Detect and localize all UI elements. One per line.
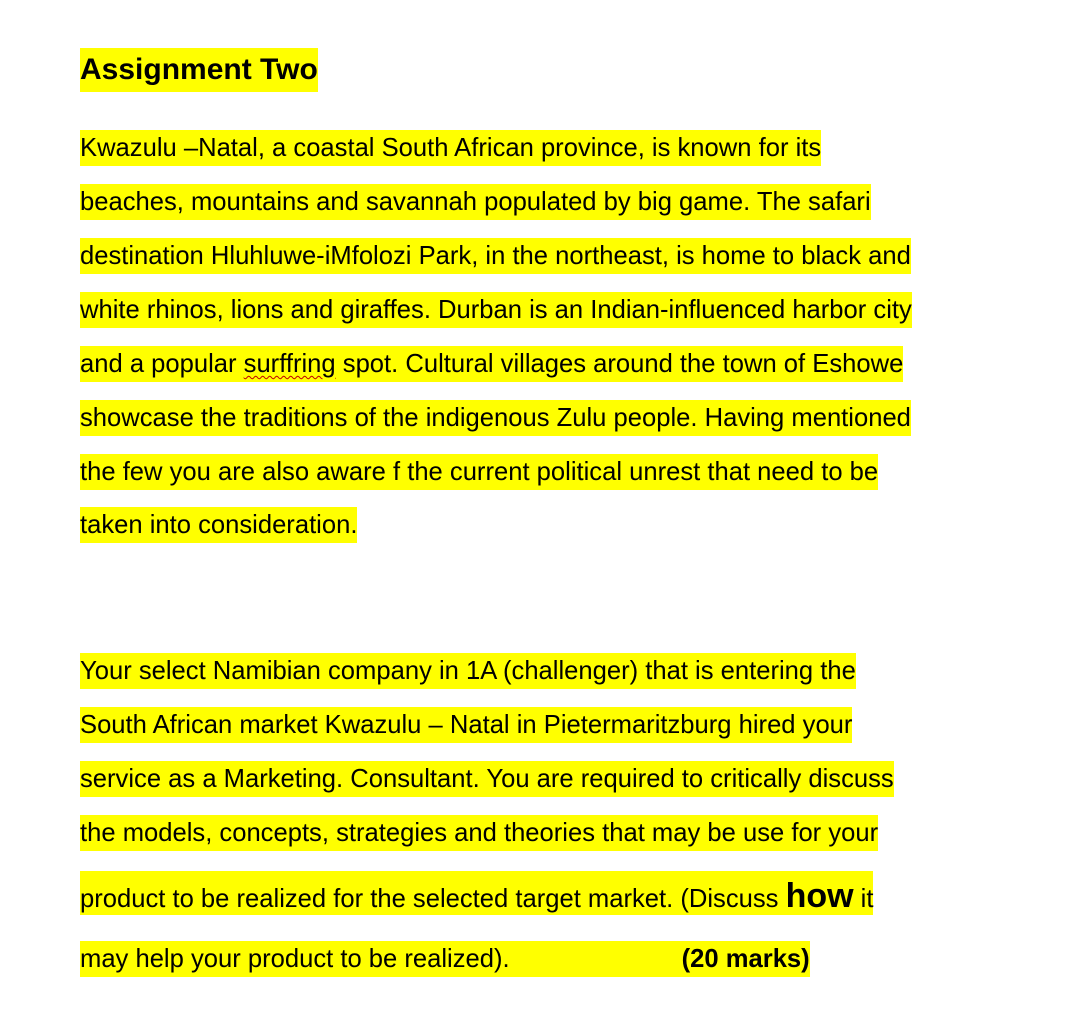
paragraph1-line5 <box>80 346 903 382</box>
marks-label: (20 marks) <box>681 945 810 973</box>
misspelled-word[interactable]: surffring <box>243 350 336 378</box>
paragraph2-line6 <box>80 941 810 977</box>
paragraph2-line4: the models, concepts, strategies and theories that may be use for your <box>80 815 878 851</box>
line5-text-after: spot. Cultural villages around the town of Eshowe <box>335 350 904 378</box>
paragraph2-line5 <box>80 871 873 915</box>
emphasis-how: how <box>785 877 854 915</box>
line5-text-before: product to be realized for the selected target market. (Discuss <box>80 885 786 913</box>
paragraph1-line6: showcase the traditions of the indigenous Zulu people. Having mentioned <box>80 400 911 436</box>
paragraph1-line3: destination Hluhluwe-iMfolozi Park, in the northeast, is home to black and <box>80 238 911 274</box>
assignment-title: Assignment Two <box>80 48 318 92</box>
line6-text: may help your product to be realized). <box>80 945 510 973</box>
paragraph2-line2: South African market Kwazulu – Natal in Pietermaritzburg hired your <box>80 707 852 743</box>
paragraph1-line7: the few you are also aware f the current political unrest that need to be <box>80 454 878 490</box>
paragraph1-line4: white rhinos, lions and giraffes. Durban is an Indian-influenced harbor city <box>80 292 912 328</box>
paragraph2-line1: Your select Namibian company in 1A (challenger) that is entering the <box>80 653 856 689</box>
paragraph1-line8: taken into consideration. <box>80 507 357 543</box>
line5-text-after: it <box>853 885 874 913</box>
paragraph2-line3: service as a Marketing. Consultant. You are required to critically discuss <box>80 761 894 797</box>
line5-text-before: and a popular <box>80 350 244 378</box>
paragraph1-line1: Kwazulu –Natal, a coastal South African province, is known for its <box>80 130 821 166</box>
paragraph1-line2: beaches, mountains and savannah populated by big game. The safari <box>80 184 871 220</box>
